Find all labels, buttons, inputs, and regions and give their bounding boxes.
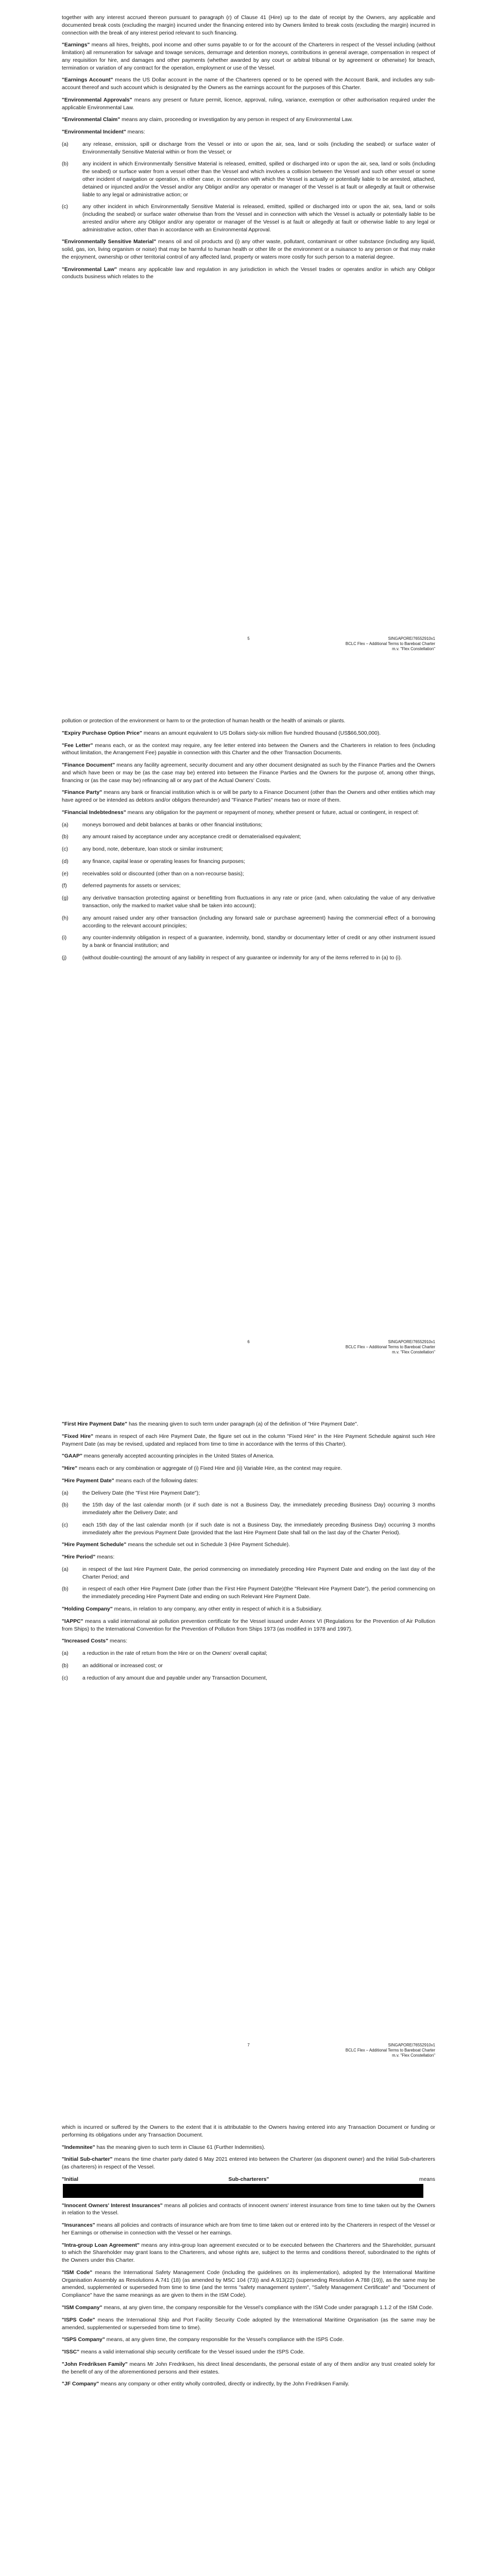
list-item-text: any counter-indemnity obligation in respect of a guarantee, indemnity, bond, standby or documentary letter of credit or any other instrument issued by a bank or financial institution; and: [82, 935, 435, 949]
list-item-text: an additional or increased cost; or: [82, 1663, 163, 1669]
definition-paragraph: [62, 116, 435, 124]
defined-term: "Environmentally Sensitive Material": [62, 239, 157, 245]
page-number: 7: [247, 2043, 250, 2047]
paragraph-text: means:: [126, 129, 145, 135]
paragraph-text: means any facility agreement, security document and any other document designated as such by the Finance Parties and the Owners and which have been or may be (as the case may be) entered into between the Finance Parties and the Owners for the purpose of, among other things, financing or (as the case may be) refinancing all or any part of the Actual Owners' Costs.: [62, 762, 435, 784]
defined-term: "Earnings Account": [62, 77, 113, 83]
paragraph-text: together with any interest accrued thereon pursuant to paragraph (r) of Clause 41 (Hire) up to the date of receipt by the Owners, any applicable and documented break costs (excluding the margin) incurred under the financing entered into by Owners limited to break costs (excluding the margin) incurred in connection with the break of any interest period relevant to such financing.: [62, 15, 435, 36]
paragraph-text: means the International Ship and Port Facility Security Code adopted by the International Maritime Organisation (as the same may be amended, supplemented or superseded from time to time).: [62, 2317, 435, 2331]
list-item-text: any finance, capital lease or operating leases for financing purposes;: [82, 858, 245, 865]
definition-paragraph: [62, 1453, 435, 1461]
definition-paragraph: [62, 2222, 435, 2238]
paragraph-text: means, at any given time, the company responsible for the Vessel's compliance with the ISM Code under paragraph 1.1.2 of the ISM Code.: [102, 2305, 434, 2311]
footer-line3: m.v. "Flex Constellation": [392, 1350, 435, 1355]
list-item: [62, 1522, 435, 1537]
list-item-number: (b): [62, 161, 68, 167]
definition-paragraph: [62, 1638, 435, 1646]
list-item-text: in respect of the last Hire Payment Date, the period commencing on immediately preceding Hire Payment Date and ending on the last day of the Charter Period; and: [82, 1566, 435, 1580]
footer-line3: m.v. "Flex Constellation": [392, 2053, 435, 2058]
list-item-number: (i): [62, 935, 67, 941]
document-page: [0, 2110, 497, 2576]
definition-paragraph: [62, 77, 435, 92]
list-item-text: a reduction of any amount due and payable under any Transaction Document,: [82, 1675, 267, 1681]
list-item-text: the 15th day of the last calendar month (or if such date is not a Business Day, the immediately preceding Business Day) occurring 3 months immediately after the Delivery Date; and: [82, 1502, 435, 1516]
defined-term: "Holding Company": [62, 1606, 113, 1613]
list-item: [62, 858, 435, 866]
page-footer: [62, 636, 435, 652]
list-item-number: (h): [62, 915, 68, 921]
paragraph-text: which is incurred or suffered by the Owners to the extent that it is attributable to the Owners having entered into any Transaction Document or funding or performing its obligations under any Transaction Document.: [62, 2125, 435, 2138]
paragraph-text: means oil and oil products and (i) any other waste, pollutant, contaminant or other substance (including any liquid, solid, gas, ion, living organism or noise) that may be harmful to human health or other life or the environment or a nuisance to any person or that may make the enjoyment, ownership or other territorial control of any affected land, property or waters more costly for such person to a material degree.: [62, 239, 436, 260]
list-item-text: deferred payments for assets or services;: [82, 883, 181, 889]
list-item-number: (c): [62, 204, 68, 210]
defined-term: "Hire Payment Date": [62, 1478, 114, 1484]
footer-line2: BCLC Flex – Additional Terms to Bareboat Charter: [345, 2048, 435, 2053]
defined-term: "GAAP": [62, 1453, 82, 1460]
list-item: [62, 895, 435, 910]
paragraph-text: means, at any given time, the company responsible for the Vessel's compliance with the ISPS Code.: [105, 2337, 344, 2343]
paragraph-text: means any applicable law and regulation in any jurisdiction in which the Vessel trades or operates and/or in which any Obligor conducts business which relates to the: [62, 266, 435, 280]
definition-paragraph: [62, 2381, 435, 2388]
definition-paragraph: [62, 809, 435, 817]
list-item-text: any bond, note, debenture, loan stock or similar instrument;: [82, 846, 224, 853]
defined-term: "First Hire Payment Date": [62, 1421, 128, 1427]
defined-term: "Environmental Law": [62, 266, 117, 273]
definition-paragraph: [62, 2304, 435, 2312]
paragraph-text: means any claim, proceeding or investigation by any person in respect of any Environmental Law.: [120, 117, 353, 123]
document-page: [0, 1406, 497, 2110]
paragraph-text: means an amount equivalent to US Dollars sixty-six million five hundred thousand (US$66,500,000).: [142, 730, 381, 736]
defined-term: "Financial Indebtedness": [62, 809, 126, 816]
defined-term: "Hire Period": [62, 1554, 96, 1561]
paragraph-text: means each of the following dates:: [114, 1478, 198, 1484]
list-item-number: (a): [62, 1651, 68, 1657]
paragraph-text: means any obligation for the payment or repayment of money, whether present or future, actual or contingent, in respect of:: [126, 809, 419, 816]
paragraph-text: means in respect of each Hire Payment Date, the figure set out in the column "Fixed Hire" in the Hire Payment Schedule against such Hire Payment Date (as may be revised, updated and replaced from time to time in accordance with the terms of this Charter).: [62, 1433, 435, 1447]
paragraph-text: means all policies and contracts of innocent owners' interest insurance from time to time taken out by the Owners in relation to the Vessel.: [62, 2202, 436, 2216]
list-item-text: any release, emission, spill or discharge from the Vessel or into or upon the air, sea, land or soils (including the seabed) or surface water of Environmentally Sensitive Material within or from the Vessel; or: [82, 141, 435, 155]
paragraph-text: means generally accepted accounting principles in the United States of America.: [82, 1453, 275, 1460]
definition-paragraph: [62, 1478, 435, 1485]
list-item-text: any amount raised by acceptance under any acceptance credit or dematerialised equivalent;: [82, 834, 301, 840]
definition-paragraph: [62, 1541, 435, 1549]
list-item-number: (c): [62, 1522, 68, 1528]
list-item-number: (b): [62, 1663, 68, 1669]
page-number: 5: [247, 636, 250, 641]
defined-term: "ISM Company": [62, 2305, 102, 2311]
defined-term: "John Fredriksen Family": [62, 2361, 128, 2367]
list-item-text: any incident in which Environmentally Sensitive Material is released, emitted, spilled or discharged into or upon the air, sea, land or soils (including the seabed) or surface water from a vessel other than the Vessel and which involves a collision between the Vessel and such other vessel or some other incident of navigation or operation, in either case, in connection with which the Vessel is actually or potentially liable to be arrested, attached, detained or injuncted and/or the Vessel and/or any Obligor and/or any operator or manager of the Vessel is at fault or allegedly at fault or otherwise liable to any legal or administrative action; or: [82, 161, 435, 198]
list-item: [62, 161, 435, 199]
defined-term: "Indemnitee": [62, 2144, 95, 2150]
paragraph-text: means any intra-group loan agreement executed or to be executed between the Charterers and the Shareholder, pursuant to which the Shareholder may grant loans to the Charterers, and whose rights are, subject to the terms and conditions thereof, subordinated to the rights of the Owners under this Charter.: [62, 2242, 436, 2264]
document-page: [0, 0, 497, 703]
list-item: [62, 1675, 435, 1683]
defined-term: "Intra-group Loan Agreement": [62, 2242, 140, 2248]
list-item: [62, 1650, 435, 1658]
paragraph-text: means each or any combination or aggregate of (i) Fixed Hire and (ii) Variable Hire, as the context may require.: [77, 1466, 342, 1472]
list-item-text: any derivative transaction protecting against or benefitting from fluctuations in any rate or price (and, when calculating the value of any derivative transaction, only the marked to market value shall be taken into account);: [82, 895, 435, 909]
paragraph-text: means the schedule set out in Schedule 3 (Hire Payment Schedule).: [126, 1542, 290, 1548]
defined-term: "Finance Party": [62, 790, 102, 796]
definition-paragraph: [62, 2336, 435, 2344]
definition-paragraph: [62, 2202, 435, 2218]
defined-term: "Increased Costs": [62, 1638, 109, 1645]
footer-line2: BCLC Flex – Additional Terms to Bareboat Charter: [345, 1345, 435, 1350]
list-item-text: (without double-counting) the amount of any liability in respect of any guarantee or indemnity for any of the items referred to in (a) to (i).: [82, 955, 402, 961]
paragraph-text: means any company or other entity wholly controlled, directly or indirectly, by the John Fredriksen Family.: [99, 2381, 350, 2387]
paragraph-text: means any bank or financial institution which is or will be party to a Finance Document (other than the Owners and other entities which may have agreed or be intended as debtors and/or obligors thereunder) and "Finance Parties" means two or more of them.: [62, 790, 436, 804]
definition-paragraph: [62, 2242, 435, 2265]
list-item: [62, 1490, 435, 1498]
list-item-text: in respect of each other Hire Payment Date (other than the First Hire Payment Date)(the "Relevant Hire Payment Date"), the period commencing on the immediately preceding Hire Payment Date and ending on such Relevant Hire Payment Date.: [82, 1586, 435, 1600]
paragraph-text: means a valid international air pollution prevention certificate for the Vessel issued under Annex VI (Regulations for the Prevention of Air Pollution from Ships) to the International Convention for the Prevention of Pollution from Ships 1973 (as modified in 1978 and 1997).: [62, 1618, 435, 1632]
defined-term: "Earnings": [62, 42, 90, 48]
paragraph-text: pollution or protection of the environment or harm to or the protection of human health or the health of animals or plants.: [62, 718, 346, 724]
redaction-block: [63, 2184, 423, 2198]
definition-paragraph: [62, 1554, 435, 1562]
paragraph-text: means each, or as the context may require, any fee letter entered into between the Owners and the Charterers in relation to fees (including without limitation, the Arrangement Fee) payable in connection with this Charter and the other Transaction Documents.: [62, 742, 435, 756]
list-item: [62, 1586, 435, 1601]
list-item-number: (b): [62, 1502, 68, 1509]
paragraph: [62, 718, 435, 725]
definition-paragraph: [62, 42, 435, 72]
list-item-number: (a): [62, 1490, 68, 1496]
list-item-number: (e): [62, 871, 68, 877]
page-footer: [62, 1340, 435, 1355]
paragraph-text: means the time charter party dated 6 May 2021 entered into between the Charterer (as disponent owner) and the Initial Sub-charterers (as charterers) in respect of the Vessel.: [62, 2157, 435, 2171]
paragraph-text: means the US Dollar account in the name of the Charterers opened or to be opened with the Account Bank, and includes any sub-account thereof and such account which is designated by the Owners as the earnings account for the purposes of this Charter.: [62, 77, 435, 91]
definition-paragraph: [62, 97, 435, 112]
document-page: [0, 703, 497, 1406]
list-item: [62, 204, 435, 234]
definition-paragraph: [62, 129, 435, 137]
list-item-number: (g): [62, 895, 68, 902]
list-item-number: (f): [62, 883, 67, 889]
list-item-number: (a): [62, 822, 68, 828]
definition-paragraph: [62, 1465, 435, 1473]
definition-paragraph: [62, 762, 435, 785]
defined-term: "Environmental Incident": [62, 129, 126, 135]
defined-term: "ISPS Company": [62, 2337, 105, 2343]
paragraph-text: means a valid international ship security certificate for the Vessel issued under the ISPS Code.: [79, 2349, 305, 2355]
page-number: 6: [247, 1340, 250, 1344]
definition-paragraph: [62, 1618, 435, 1634]
defined-term: "Finance Document": [62, 762, 115, 769]
footer-line1: SINGAPORE/76552910v1: [388, 636, 435, 641]
footer-line1: SINGAPORE/76552910v1: [388, 1340, 435, 1344]
footer-line1: SINGAPORE/76552910v1: [388, 2043, 435, 2047]
definition-paragraph: [62, 1421, 435, 1429]
list-item: [62, 871, 435, 878]
list-item: [62, 883, 435, 890]
list-item-text: the Delivery Date (the "First Hire Payment Date");: [82, 1490, 200, 1496]
list-item: [62, 1566, 435, 1582]
list-item-text: any amount raised under any other transaction (including any forward sale or purchase agreement) having the commercial effect of a borrowing according to the relevant account principles;: [82, 915, 435, 929]
paragraph-text: means: [269, 2176, 435, 2182]
list-item-text: each 15th day of the last calendar month (or if such date is not a Business Day, the immediately preceding Business Day) occurring 3 months immediately after the previous Payment Date (provided that the last Hire Payment Date shall fall on the last day of the Charter Period).: [82, 1522, 435, 1536]
definition-paragraph: [62, 2144, 435, 2152]
paragraph-text: has the meaning given to such term under paragraph (a) of the definition of "Hire Payment Date".: [127, 1421, 358, 1427]
defined-term: "Hire Payment Schedule": [62, 1542, 127, 1548]
defined-term: "Hire": [62, 1466, 78, 1472]
list-item-number: (a): [62, 1566, 68, 1572]
list-item-number: (c): [62, 1675, 68, 1681]
list-item: [62, 1663, 435, 1670]
defined-term: "ISM Code": [62, 2269, 93, 2276]
defined-term: "Initial Sub-charter": [62, 2157, 113, 2163]
paragraph-text: means:: [95, 1554, 115, 1561]
definition-paragraph: [62, 2156, 435, 2172]
paragraph-text: means the International Safety Management Code (including the guidelines on its implementation), adopted by the International Maritime Organisation Assembly as Resolutions A.741 (18) (as amended by MSC 104 (73)) and A.913(22) (superseding Resolution A.788 (19)), as the same may be amended, supplemented or superseded from time to time (and the terms "safety management system", "Safety Management Certificate" and "Document of Compliance" have the same meanings as are given to them in the ISM Code).: [62, 2269, 435, 2299]
paragraph-text: has the meaning given to such term in Clause 61 (Further Indemnities).: [95, 2144, 266, 2150]
footer-line3: m.v. "Flex Constellation": [392, 647, 435, 652]
definition-paragraph: [62, 2349, 435, 2357]
footer-line2: BCLC Flex – Additional Terms to Bareboat Charter: [345, 641, 435, 647]
defined-term: "Fee Letter": [62, 742, 93, 749]
list-item-text: receivables sold or discounted (other than on a non-recourse basis);: [82, 871, 244, 877]
paragraph-text: means, in relation to any company, any other entity in respect of which it is a Subsidiary.: [112, 1606, 322, 1613]
defined-term: "Environmental Claim": [62, 117, 121, 123]
definition-paragraph: [62, 2317, 435, 2332]
list-item-number: (j): [62, 955, 67, 961]
definition-paragraph: [62, 2269, 435, 2300]
definition-paragraph: [62, 789, 435, 805]
list-item-text: moneys borrowed and debit balances at banks or other financial institutions;: [82, 822, 263, 828]
list-item: [62, 1502, 435, 1517]
list-item: [62, 955, 435, 962]
list-item: [62, 935, 435, 950]
list-item-number: (a): [62, 141, 68, 147]
list-item: [62, 822, 435, 829]
defined-term: "Expiry Purchase Option Price": [62, 730, 142, 736]
list-item-text: any other incident in which Environmentally Sensitive Material is released, emitted, spilled or discharged into or upon the air, sea, land or soils (including the seabed) or surface water otherwise than from the Vessel and in connection with which the Vessel is actually or potentially liable to be arrested and/or where any Obligor and/or any operator or manager of the Vessel is at fault or allegedly at fault or otherwise liable to any legal or administrative action, other than in accordance with an Environmental Approval.: [82, 204, 435, 233]
definition-paragraph: [62, 1433, 435, 1449]
list-item: [62, 915, 435, 930]
defined-term: "ISSC": [62, 2349, 80, 2355]
definition-paragraph: [62, 239, 435, 261]
definition-paragraph: [62, 2361, 435, 2377]
paragraph-text: means any present or future permit, licence, approval, ruling, variance, exemption or other authorisation required under the applicable Environmental Law.: [62, 97, 435, 111]
defined-term: "Environmental Approvals": [62, 97, 132, 103]
list-item-number: (c): [62, 846, 68, 853]
list-item: [62, 834, 435, 841]
paragraph-text: means Mr John Fredriksen, his direct lineal descendants, the personal estate of any of them and/or any trust created solely for the benefit of any of the aforementioned persons and their estates.: [62, 2361, 435, 2375]
paragraph: [62, 14, 435, 37]
definition-paragraph: [62, 742, 435, 758]
list-item-number: (b): [62, 1586, 68, 1592]
definition-paragraph: [62, 2176, 435, 2198]
definition-paragraph: [62, 1606, 435, 1614]
defined-term: "Innocent Owners' Interest Insurances": [62, 2202, 163, 2209]
paragraph-text: means all hires, freights, pool income and other sums payable to or for the account of the Charterers in respect of the Vessel including (without limitation) all remuneration for salvage and towage services, demurrage and detention moneys, contributions in general average, compensation in respect of any requisition for hire, and damages and other payments (whether awarded by any court or arbitral tribunal or by agreement or otherwise) for breach, termination or variation of any contract for the operation, employment or use of the Vessel.: [62, 42, 435, 71]
defined-term: "ISPS Code": [62, 2317, 95, 2323]
definition-paragraph: [62, 730, 435, 738]
defined-term: "Fixed Hire": [62, 1433, 94, 1439]
list-item: [62, 846, 435, 854]
defined-term: "IAPPC": [62, 1618, 83, 1624]
defined-term: "Insurances": [62, 2223, 95, 2229]
list-item-number: (b): [62, 834, 68, 840]
list-item: [62, 141, 435, 157]
paragraph: [62, 2124, 435, 2140]
list-item-number: (d): [62, 858, 68, 865]
definition-paragraph: [62, 266, 435, 282]
page-footer: [62, 2043, 435, 2058]
defined-term: "Initial Sub-charterers": [62, 2176, 269, 2182]
list-item-text: a reduction in the rate of return from the Hire or on the Owners' overall capital;: [82, 1651, 267, 1657]
paragraph-text: means:: [108, 1638, 128, 1645]
paragraph-text: means all policies and contracts of insurance which are from time to time taken out or entered into by the Charterers in respect of the Vessel or her Earnings or otherwise in connection with the Vessel or her earnings.: [62, 2223, 435, 2236]
defined-term: "JF Company": [62, 2381, 99, 2387]
